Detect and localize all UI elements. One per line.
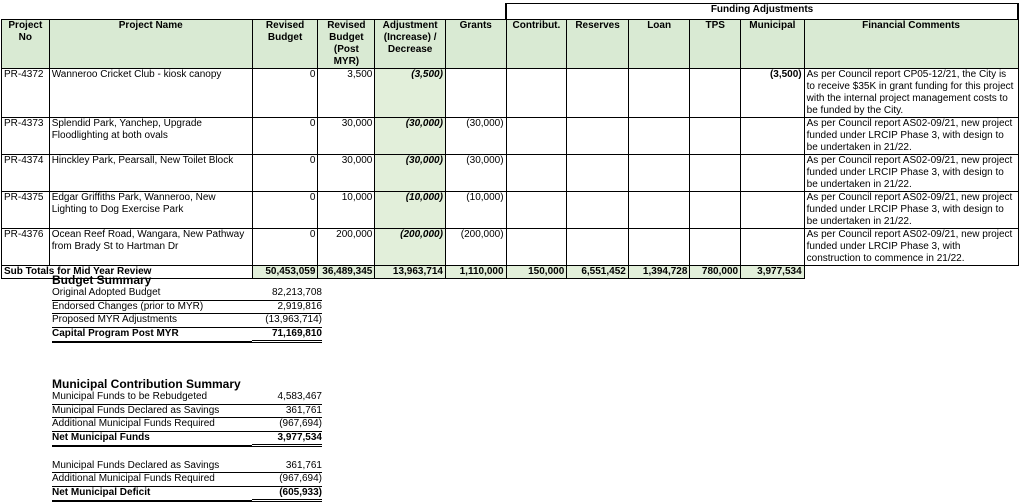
project-no-cell: PR-4372	[2, 69, 50, 118]
loan-cell	[628, 69, 690, 118]
municipal-cell	[741, 192, 805, 229]
comment-cell: As per Council report AS02-09/21, new project funded under LRCIP Phase 3, with design to be undertaken in 21/22.	[804, 118, 1018, 155]
comment-cell: As per Council report AS02-09/21, new project funded under LRCIP Phase 3, with design to be undertaken in 21/22.	[804, 155, 1018, 192]
col-revised-budget: Revised Budget	[252, 20, 318, 69]
project-name-cell: Wanneroo Cricket Club - kiosk canopy	[49, 69, 252, 118]
blank-cell	[1018, 4, 1024, 20]
reserves-cell	[567, 155, 629, 192]
budget-summary-title: Budget Summary	[52, 273, 152, 287]
project-no-cell: PR-4374	[2, 155, 50, 192]
summary-total-value: (605,933)	[252, 486, 322, 501]
revised-post-cell: 30,000	[318, 118, 375, 155]
table-row	[2, 69, 1024, 118]
summary-label: Proposed MYR Adjustments	[52, 314, 252, 328]
tps-cell	[690, 69, 741, 118]
table-row	[2, 229, 1024, 266]
project-no-cell: PR-4373	[2, 118, 50, 155]
subtotal-loan: 1,394,728	[628, 266, 690, 279]
subtotal-grants: 1,110,000	[445, 266, 506, 279]
revised-budget-cell: 0	[252, 192, 318, 229]
summary-value: 2,919,816	[252, 300, 322, 314]
municipal-cell	[741, 118, 805, 155]
subtotal-revised: 50,453,059	[252, 266, 318, 279]
summary-total-label: Net Municipal Deficit	[52, 486, 252, 501]
contrib-cell	[506, 155, 567, 192]
col-comments: Financial Comments	[804, 20, 1018, 69]
reserves-cell	[567, 69, 629, 118]
revised-post-cell: 30,000	[318, 155, 375, 192]
municipal-cell	[741, 229, 805, 266]
revised-budget-cell: 0	[252, 118, 318, 155]
loan-cell	[628, 155, 690, 192]
tps-cell	[690, 118, 741, 155]
comment-cell: As per Council report AS02-09/21, new project funded under LRCIP Phase 3, with construction to commence in 21/22.	[804, 229, 1018, 266]
subtotal-reserves: 6,551,452	[567, 266, 629, 279]
tps-cell	[690, 155, 741, 192]
project-no-cell: PR-4376	[2, 229, 50, 266]
contrib-cell	[506, 118, 567, 155]
municipal-cell	[741, 155, 805, 192]
loan-cell	[628, 229, 690, 266]
reserves-cell	[567, 229, 629, 266]
col-tps: TPS	[690, 20, 741, 69]
grants-cell: (10,000)	[445, 192, 506, 229]
adjustment-cell: (3,500)	[375, 69, 446, 118]
summary-value: 82,213,708	[252, 287, 322, 300]
subtotal-tps: 780,000	[690, 266, 741, 279]
col-project-no: Project No	[2, 20, 50, 69]
adjustment-cell: (10,000)	[375, 192, 446, 229]
municipal-cell: (3,500)	[741, 69, 805, 118]
table-row	[2, 118, 1024, 155]
summary-value: (967,694)	[252, 418, 322, 432]
adjustment-cell: (30,000)	[375, 155, 446, 192]
loan-cell	[628, 118, 690, 155]
adjustment-cell: (30,000)	[375, 118, 446, 155]
project-name-cell: Hinckley Park, Pearsall, New Toilet Block	[49, 155, 252, 192]
subtotal-label: Sub Totals for Mid Year Review	[2, 266, 253, 279]
summary-label: Municipal Funds Declared as Savings	[52, 404, 252, 418]
funding-adjustments-header: Funding Adjustments	[506, 4, 1018, 20]
summary-label: Additional Municipal Funds Required	[52, 418, 252, 432]
col-contrib: Contribut.	[506, 20, 567, 69]
subtotal-contrib: 150,000	[506, 266, 567, 279]
col-adjustment: Adjustment (Increase) / Decrease	[375, 20, 446, 69]
subtotal-post: 36,489,345	[318, 266, 375, 279]
summary-total-value: 3,977,534	[252, 431, 322, 446]
loan-cell	[628, 192, 690, 229]
contrib-cell	[506, 229, 567, 266]
revised-post-cell: 3,500	[318, 69, 375, 118]
summary-label: Municipal Funds to be Rebudgeted	[52, 391, 252, 404]
project-no-cell: PR-4375	[2, 192, 50, 229]
budget-summary	[52, 273, 322, 343]
blank-cell	[804, 266, 1018, 279]
municipal-summary-title: Municipal Contribution Summary	[52, 377, 241, 391]
subtotal-adjustment: 13,963,714	[375, 266, 446, 279]
adjustment-cell: (200,000)	[375, 229, 446, 266]
col-loan: Loan	[628, 20, 690, 69]
revised-budget-cell: 0	[252, 155, 318, 192]
grants-cell: (30,000)	[445, 118, 506, 155]
summary-value: 361,761	[252, 460, 322, 473]
summary-label: Municipal Funds Declared as Savings	[52, 460, 252, 473]
revised-budget-cell: 0	[252, 69, 318, 118]
project-name-cell: Ocean Reef Road, Wangara, New Pathway from Brady St to Hartman Dr	[49, 229, 252, 266]
municipal-summary	[52, 377, 322, 502]
tps-cell	[690, 192, 741, 229]
grants-cell: (30,000)	[445, 155, 506, 192]
reserves-cell	[567, 118, 629, 155]
summary-label: Additional Municipal Funds Required	[52, 473, 252, 487]
reserves-cell	[567, 192, 629, 229]
summary-label: Endorsed Changes (prior to MYR)	[52, 300, 252, 314]
grants-cell	[445, 69, 506, 118]
revised-post-cell: 200,000	[318, 229, 375, 266]
summary-value: 4,583,467	[252, 391, 322, 404]
col-grants: Grants	[445, 20, 506, 69]
project-name-cell: Splendid Park, Yanchep, Upgrade Floodlighting at both ovals	[49, 118, 252, 155]
contrib-cell	[506, 192, 567, 229]
summary-total-label: Net Municipal Funds	[52, 431, 252, 446]
summary-total-label: Capital Program Post MYR	[52, 327, 252, 342]
subtotal-municipal: 3,977,534	[741, 266, 805, 279]
contrib-cell	[506, 69, 567, 118]
grants-cell: (200,000)	[445, 229, 506, 266]
summary-value: 361,761	[252, 404, 322, 418]
summary-total-value: 71,169,810	[252, 327, 322, 342]
comment-cell: As per Council report AS02-09/21, new project funded under LRCIP Phase 3, with design to be undertaken in 21/22.	[804, 192, 1018, 229]
revised-budget-cell: 0	[252, 229, 318, 266]
col-revised-budget-post: Revised Budget (Post MYR)	[318, 20, 375, 69]
revised-post-cell: 10,000	[318, 192, 375, 229]
table-row	[2, 155, 1024, 192]
col-reserves: Reserves	[567, 20, 629, 69]
summary-value: (13,963,714)	[252, 314, 322, 328]
col-project-name: Project Name	[49, 20, 252, 69]
col-municipal: Municipal	[741, 20, 805, 69]
table-row	[2, 192, 1024, 229]
summary-label: Original Adopted Budget	[52, 287, 252, 300]
summary-value: (967,694)	[252, 473, 322, 487]
comment-cell: As per Council report CP05-12/21, the City is to receive $35K in grant funding for this project with the internal project management costs to be funded by the City.	[804, 69, 1018, 118]
blank-cell	[2, 4, 507, 20]
capital-works-table	[1, 3, 1024, 279]
tps-cell	[690, 229, 741, 266]
project-name-cell: Edgar Griffiths Park, Wanneroo, New Lighting to Dog Exercise Park	[49, 192, 252, 229]
